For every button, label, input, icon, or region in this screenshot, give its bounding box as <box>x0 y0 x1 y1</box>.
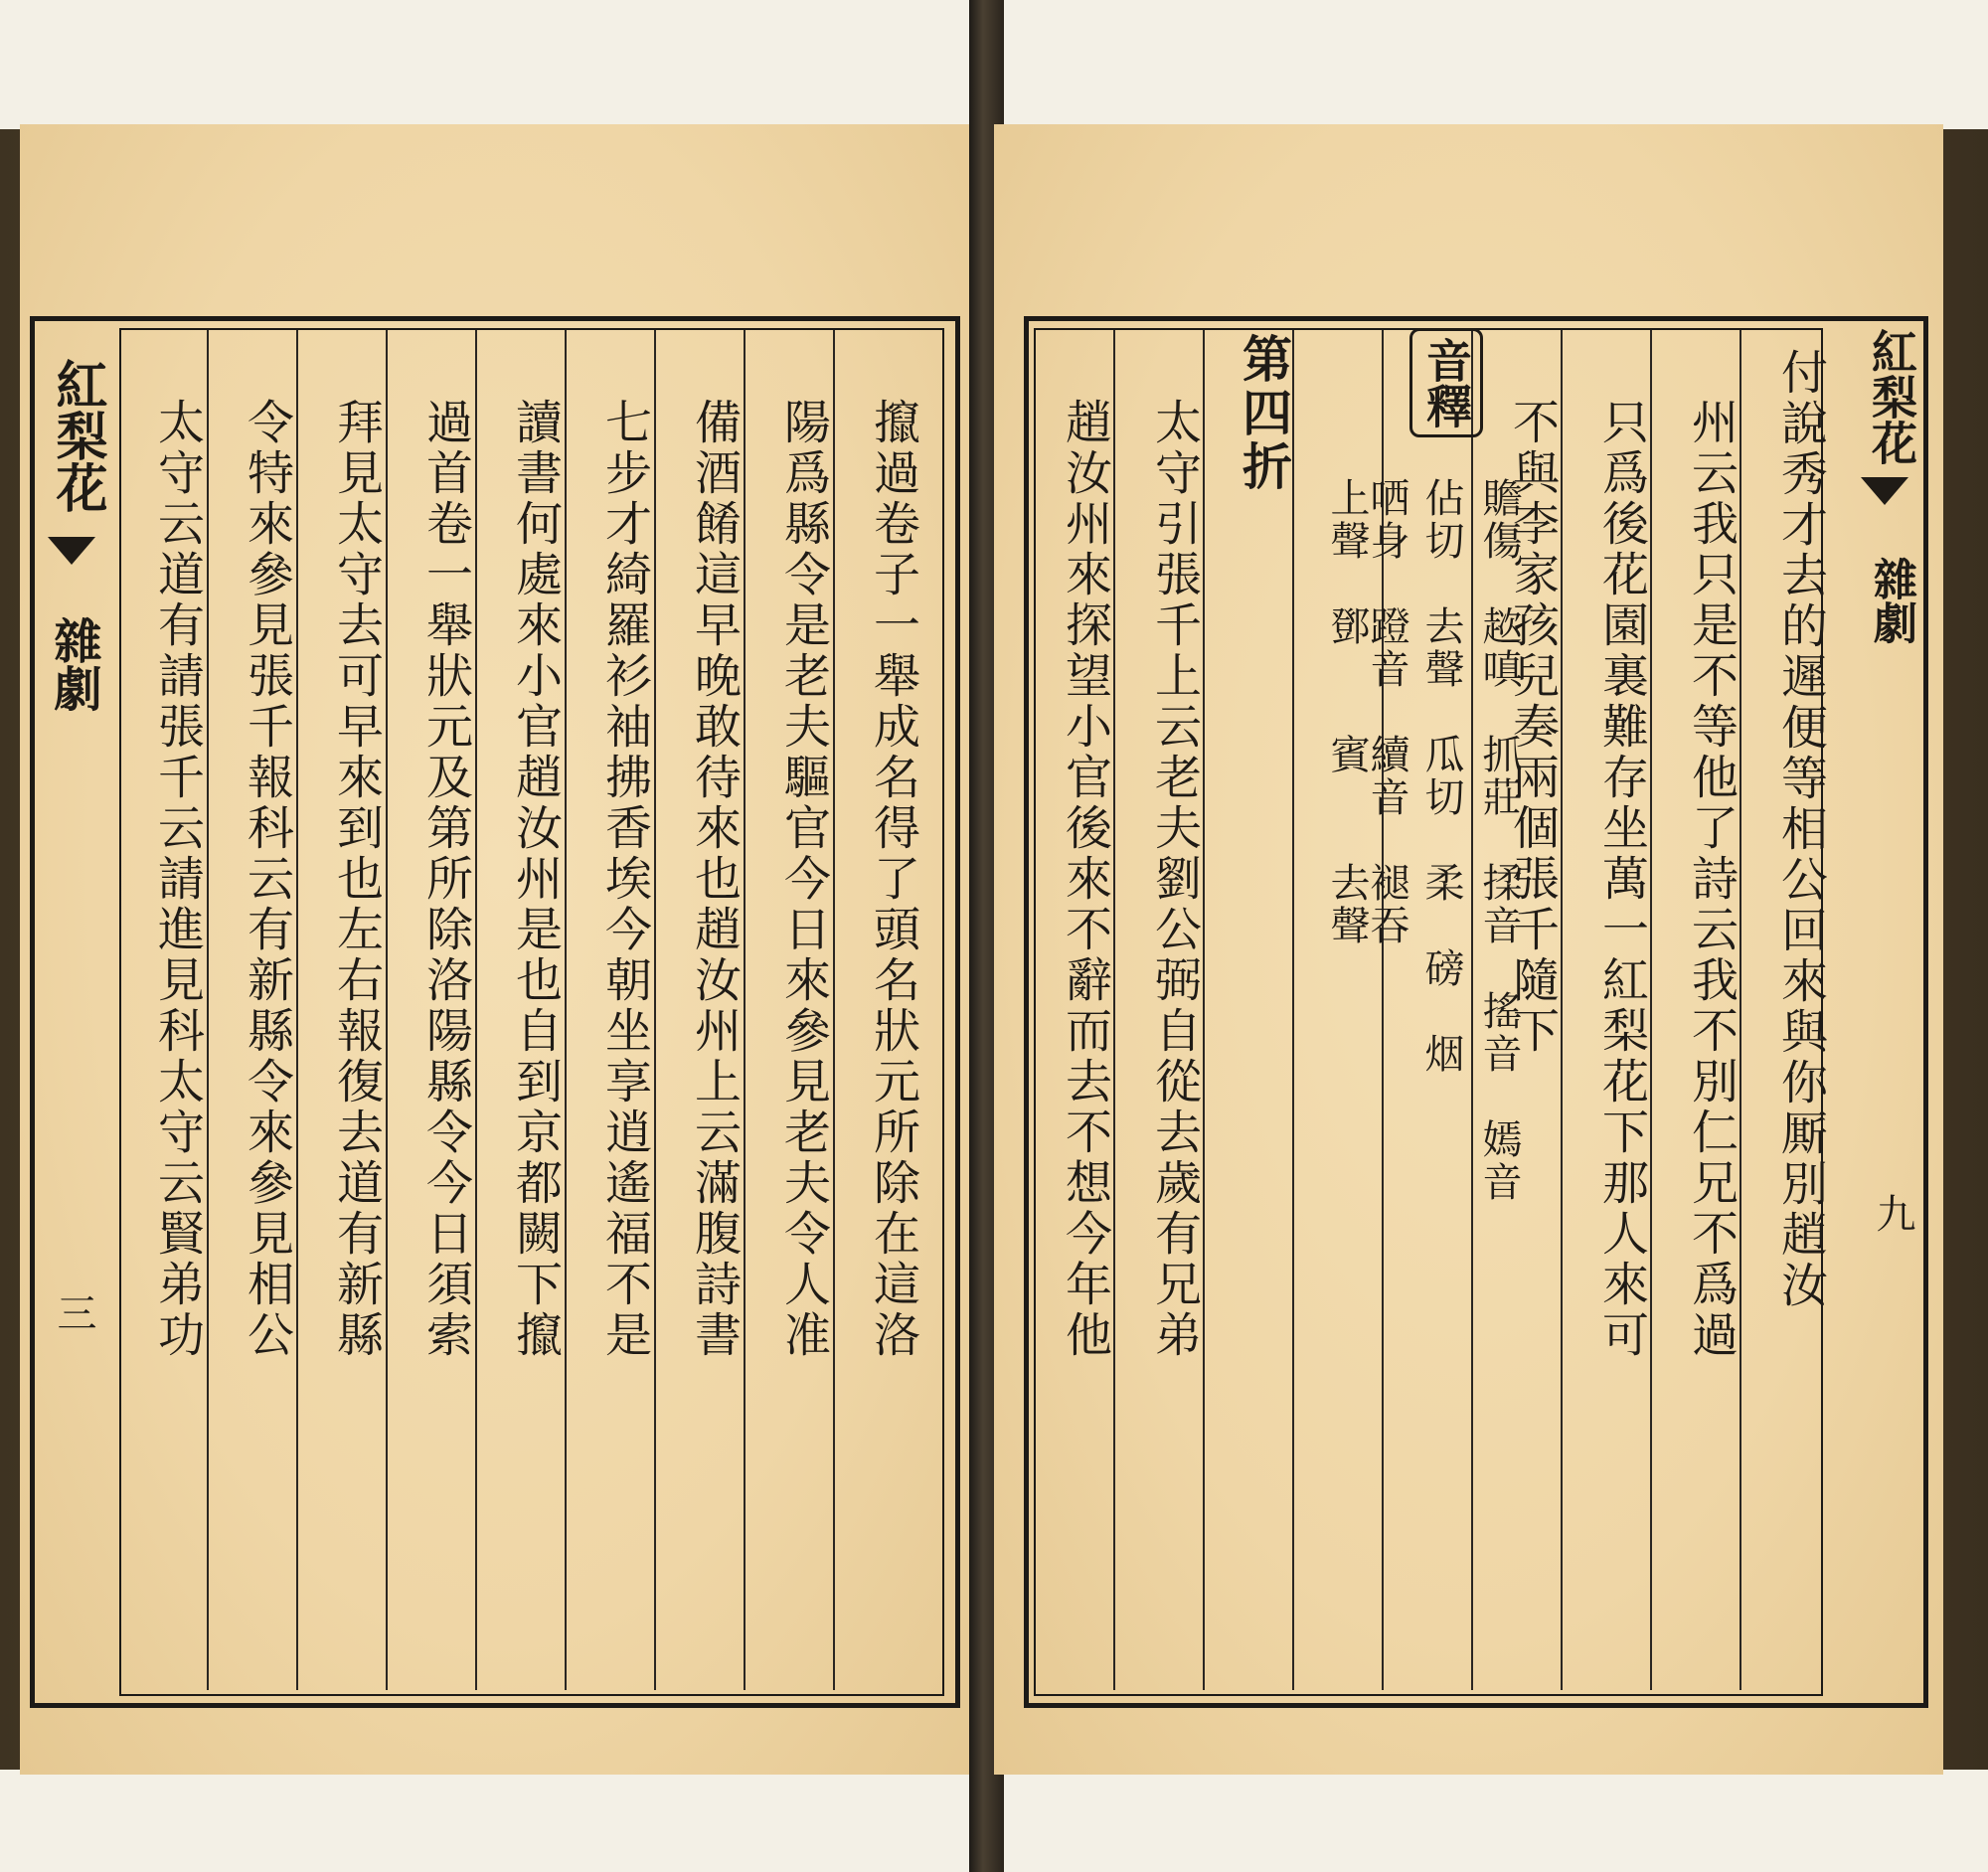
text-column: 不與李家孩兒奏兩個張千隨下 <box>1505 398 1560 1057</box>
text-column: 過首卷一舉狀元及第所除洛陽縣令今日須索 <box>418 398 473 1361</box>
text-column: 令特來參見張千報科云有新縣令來參見相公 <box>240 398 294 1361</box>
page-edge-top-left <box>0 0 969 129</box>
text-column: 陽爲縣令是老夫驅官今日來參見老夫令人准 <box>776 398 831 1361</box>
right-leaf-number: 九 <box>1870 1193 1915 1233</box>
text-column: 付說秀才去的遲便等相公回來與你厮別趙汝 <box>1773 348 1828 1311</box>
text-column: 拜見太守去可早來到也左右報復去道有新縣 <box>329 398 384 1361</box>
yinshi-column: 上聲 鄧 賓 去聲 <box>1324 477 1370 947</box>
right-margin-section: 雜劇 <box>1866 557 1916 644</box>
right-fishtail-mark <box>1861 477 1908 505</box>
text-column: 太守引張千上云老夫劉公弼自從去歲有兄弟 <box>1147 398 1202 1361</box>
yinshi-column: 佔切 去聲 瓜切 柔 磅 烟 <box>1418 477 1464 1076</box>
act-title: 第四折 <box>1235 333 1293 494</box>
left-fishtail-mark <box>48 537 95 565</box>
right-margin-title: 紅梨花 <box>1865 328 1918 465</box>
text-column: 州云我只是不等他了詩云我不別仁兄不爲過 <box>1684 398 1739 1361</box>
page-edge-top-right <box>999 0 1988 129</box>
page-edge-bottom-right <box>999 1770 1988 1872</box>
column-rule <box>1292 330 1294 1690</box>
left-margin-title: 紅梨花 <box>47 358 107 513</box>
text-column: 太守云道有請張千云請進見科太守云賢弟功 <box>150 398 205 1361</box>
text-column: 趙汝州來探望小官後來不辭而去不想今年他 <box>1058 398 1112 1361</box>
page-edge-bottom-left <box>0 1770 969 1872</box>
text-column: 讀書何處來小官趙汝州是也自到京都闕下攛 <box>508 398 563 1361</box>
text-column: 備酒餚這早晚敢待來也趙汝州上云滿腹詩書 <box>687 398 742 1361</box>
yinshi-column: 哂身 蹬音 續音 褪吞 <box>1364 477 1409 947</box>
text-column: 只爲後花園裏難存坐萬一紅梨花下那人來可 <box>1594 398 1649 1361</box>
left-leaf-number: 三 <box>51 1292 96 1332</box>
text-column: 攛過卷子一舉成名得了頭名狀元所除在這洛 <box>866 398 920 1361</box>
yinshi-column: 贍傷 趑嗔 抓莊 揉音 搖音 嫣音 <box>1476 477 1522 1204</box>
text-column: 七步才綺羅衫袖拂香埃今朝坐享逍遙福不是 <box>597 398 652 1361</box>
yinshi-heading: 音釋 <box>1409 328 1483 437</box>
left-margin-section: 雜劇 <box>46 616 101 712</box>
